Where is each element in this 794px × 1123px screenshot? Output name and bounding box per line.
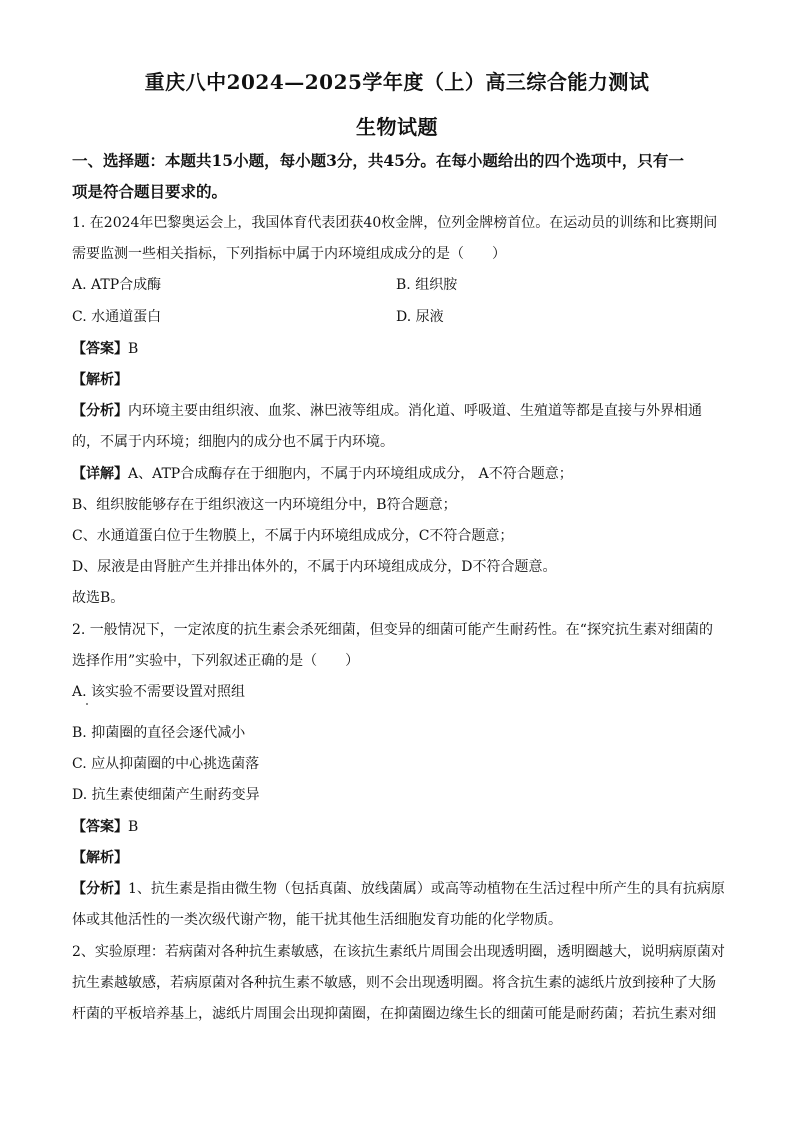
q2-analysis-label: 【解析】: [72, 850, 128, 866]
q1-option-d: D. 尿液: [396, 309, 444, 325]
q1-answer-tag: 【答案】: [72, 341, 128, 357]
section-header-line-1: 一、选择题：本题共15小题，每小题3分，共45分。在每小题给出的四个选项中，只有一: [72, 151, 684, 170]
q1-stem-line-2: 需要监测一些相关指标，下列指标中属于内环境组成成分的是（ ）: [72, 246, 506, 262]
q1-option-c: C. 水通道蛋白: [72, 309, 162, 325]
q1-detail-b: B、组织胺能够存在于组织液这一内环境组分中，B符合题意；: [72, 497, 457, 513]
q2-stem-line-1: 2. 一般情况下，一定浓度的抗生素会杀死细菌，但变异的细菌可能产生耐药性。在“探究抗生素对细菌的: [72, 622, 713, 638]
q1-xiangjie-tag: 【详解】: [72, 466, 128, 482]
q1-detail-c: C、水通道蛋白位于生物膜上，不属于内环境组成成分，C不符合题意；: [72, 528, 514, 544]
q2-answer-tag: 【答案】: [72, 819, 128, 835]
q1-fenxi-tag: 【分析】: [72, 403, 128, 419]
q2-option-d: D. 抗生素使细菌产生耐药变异: [72, 787, 260, 803]
q1-answer: [72, 339, 727, 359]
q1-option-a: A. ATP合成酶: [72, 277, 162, 293]
q2-stem-line-2: 选择作用”实验中，下列叙述正确的是（ ）: [72, 653, 360, 669]
scan-speck: [86, 703, 88, 705]
q2-principle-line-2: 抗生素越敏感，若病原菌对各种抗生素不敏感，则不会出现透明圈。将含抗生素的滤纸片放到接种了大肠: [72, 975, 716, 991]
document-title: 重庆八中2024—2025学年度（上）高三综合能力测试: [144, 70, 650, 94]
document-subtitle: 生物试题: [356, 115, 438, 139]
q1-conclusion: 故选B。: [72, 590, 125, 606]
q2-option-b: B. 抑菌圈的直径会逐代减小: [72, 725, 246, 741]
q1-analysis-label: 【解析】: [72, 372, 128, 388]
q1-xiangjie-line-1: [72, 464, 727, 484]
q2-principle-line-1: 2、实验原理：若病菌对各种抗生素敏感，在该抗生素纸片周围会出现透明圈，透明圈越大，说明病原菌对: [72, 944, 725, 960]
q2-option-c: C. 应从抑菌圈的中心挑选菌落: [72, 756, 260, 772]
q1-stem-line-1: 1. 在2024年巴黎奥运会上，我国体育代表团获40枚金牌，位列金牌榜首位。在运动员的训练和比赛期间: [72, 215, 718, 231]
q1-fenxi-text-1: 内环境主要由组织液、血浆、淋巴液等组成。消化道、呼吸道、生殖道等都是直接与外界相通: [128, 403, 702, 419]
q1-fenxi-line-1: [72, 401, 727, 421]
q2-fenxi-text-1: 1、抗生素是指由微生物（包括真菌、放线菌属）或高等动植物在生活过程中所产生的具有抗病原: [128, 881, 725, 897]
q1-option-b: B. 组织胺: [396, 277, 458, 293]
q2-fenxi-tag: 【分析】: [72, 881, 128, 897]
q2-answer: [72, 817, 727, 837]
q1-xiangjie-text-1: A、ATP合成酶存在于细胞内，不属于内环境组成成分， A不符合题意；: [128, 466, 573, 482]
q2-option-a: A. 该实验不需要设置对照组: [72, 684, 246, 700]
q1-fenxi-line-2: 的，不属于内环境；细胞内的成分也不属于内环境。: [72, 434, 394, 450]
q1-detail-d: D、尿液是由肾脏产生并排出体外的，不属于内环境组成成分，D不符合题意。: [72, 559, 557, 575]
section-header-line-2: 项是符合题目要求的。: [72, 182, 228, 201]
q2-principle-line-3: 杆菌的平板培养基上，滤纸片周围会出现抑菌圈，在抑菌圈边缘生长的细菌可能是耐药菌；若抗生素对细: [72, 1006, 716, 1022]
q2-fenxi-line-2: 体或其他活性的一类次级代谢产物，能干扰其他生活细胞发育功能的化学物质。: [72, 912, 562, 928]
q2-answer-value: B: [128, 819, 139, 835]
q2-fenxi-line-1: [72, 879, 727, 899]
q1-answer-value: B: [128, 341, 139, 357]
